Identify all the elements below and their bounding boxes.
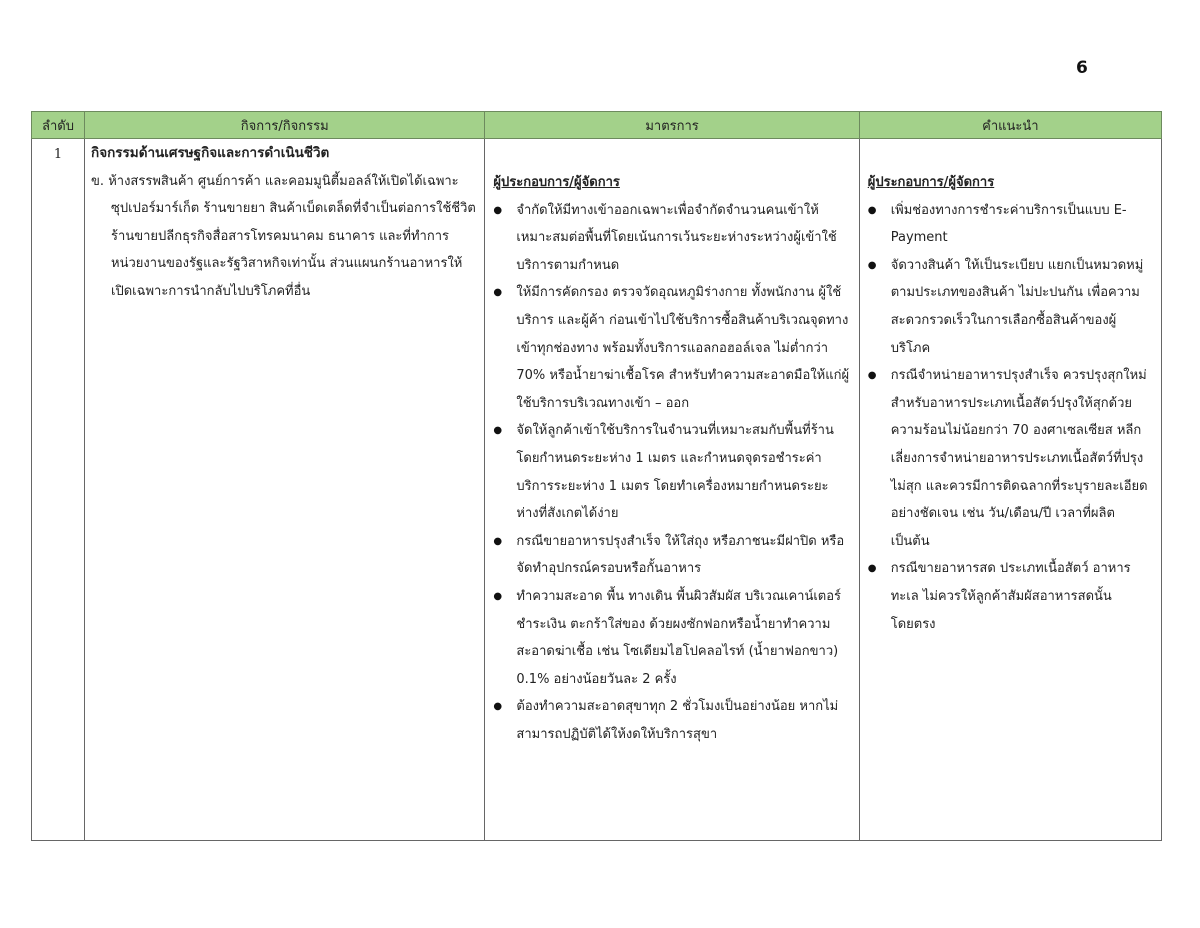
measure-item: ● ให้มีการคัดกรอง ตรวจวัดอุณหภูมิร่างกาย ทั้งพนักงาน ผู้ใช้บริการ และผู้ค้า ก่อนเข้าไปใช้บริการซื้อสินค้าบริเวณจุดทางเข้าทุกช่องทาง พร้อมทั้งบริการแอลกอฮอล์เจล ไม่ต่ำกว่า 70% หรือน้ำยาฆ่าเชื้อโรค สำหรับทำความสะอาดมือให้แก่ผู้ใช้บริการบริเวณทางเข้า – ออก <box>493 279 850 417</box>
recommendations-cell <box>859 139 1161 841</box>
header-recommendations: คำแนะนำ <box>859 112 1161 139</box>
measures-group-title: ผู้ประกอบการ/ผู้จัดการ <box>493 175 620 190</box>
recommendation-item: ● จัดวางสินค้า ให้เป็นระเบียบ แยกเป็นหมวดหมู่ตามประเภทของสินค้า ไม่ปะปนกัน เพื่อความสะดวกรวดเร็วในการเลือกซื้อสินค้าของผู้บริโภค <box>868 252 1153 362</box>
activity-description: ข. ห้างสรรพสินค้า ศูนย์การค้า และคอมมูนิตี้มอลล์ให้เปิดได้เฉพาะซุปเปอร์มาร์เก็ต ร้านขายยา สินค้าเบ็ดเตล็ดที่จำเป็นต่อการใช้ชีวิต ร้านขายปลีกธุรกิจสื่อสารโทรคมนาคม ธนาคาร และที่ทำการหน่วยงานของรัฐและรัฐวิสาหกิจเท่านั้น ส่วนแผนกร้านอาหารให้เปิดเฉพาะการนำกลับไปบริโภคที่อื่น <box>91 173 476 299</box>
page-number: 6 <box>1076 58 1088 78</box>
recommendations-list <box>868 197 1153 639</box>
recommendations-group-title: ผู้ประกอบการ/ผู้จัดการ <box>867 175 995 190</box>
header-activity: กิจการ/กิจกรรม <box>85 112 485 139</box>
measures-list <box>493 197 850 749</box>
header-measures: มาตรการ <box>485 112 859 139</box>
measures-cell <box>485 139 859 841</box>
measure-item: ● กรณีขายอาหารปรุงสำเร็จ ให้ใส่ถุง หรือภาชนะมีฝาปิด หรือจัดทำอุปกรณ์ครอบหรือกั้นอาหาร <box>493 528 850 583</box>
measures-table <box>31 111 1162 841</box>
measure-item: ● จัดให้ลูกค้าเข้าใช้บริการในจำนวนที่เหมาะสมกับพื้นที่ร้าน โดยกำหนดระยะห่าง 1 เมตร และกำหนดจุดรอชำระค่าบริการระยะห่าง 1 เมตร โดยทำเครื่องหมายกำหนดระยะห่างที่สังเกตได้ง่าย <box>493 417 850 527</box>
row-number: 1 <box>32 139 85 841</box>
table-header-row <box>32 112 1162 139</box>
measure-item: ● จำกัดให้มีทางเข้าออกเฉพาะเพื่อจำกัดจำนวนคนเข้าให้เหมาะสมต่อพื้นที่โดยเน้นการเว้นระยะห่างระหว่างผู้เข้าใช้บริการตามกำหนด <box>493 197 850 280</box>
activity-title: กิจกรรมด้านเศรษฐกิจและการดำเนินชีวิต <box>91 145 330 161</box>
recommendation-item: ● กรณีจำหน่ายอาหารปรุงสำเร็จ ควรปรุงสุกใหม่ สำหรับอาหารประเภทเนื้อสัตว์ปรุงให้สุกด้วยความร้อนไม่น้อยกว่า 70 องศาเซลเซียส หลีกเลี่ยงการจำหน่ายอาหารประเภทเนื้อสัตว์ที่ปรุงไม่สุก และควรมีการติดฉลากที่ระบุรายละเอียดอย่างชัดเจน เช่น วัน/เดือน/ปี เวลาที่ผลิต เป็นต้น <box>868 362 1153 555</box>
measure-item: ● ต้องทำความสะอาดสุขาทุก 2 ชั่วโมงเป็นอย่างน้อย หากไม่สามารถปฏิบัติได้ให้งดให้บริการสุขา <box>493 693 850 748</box>
recommendation-item: ● เพิ่มช่องทางการชำระค่าบริการเป็นแบบ E-Payment <box>868 197 1153 252</box>
measure-item: ● ทำความสะอาด พื้น ทางเดิน พื้นผิวสัมผัส บริเวณเคาน์เตอร์ชำระเงิน ตะกร้าใส่ของ ด้วยผงซักฟอกหรือน้ำยาทำความสะอาดฆ่าเชื้อ เช่น โซเดียมไฮโปคลอไรท์ (น้ำยาฟอกขาว) 0.1% อย่างน้อยวันละ 2 ครั้ง <box>493 583 850 693</box>
table-row <box>32 139 1162 841</box>
recommendation-item: ● กรณีขายอาหารสด ประเภทเนื้อสัตว์ อาหารทะเล ไม่ควรให้ลูกค้าสัมผัสอาหารสดนั้นโดยตรง <box>868 555 1153 638</box>
activity-cell <box>85 139 485 841</box>
header-order: ลำดับ <box>32 112 85 139</box>
